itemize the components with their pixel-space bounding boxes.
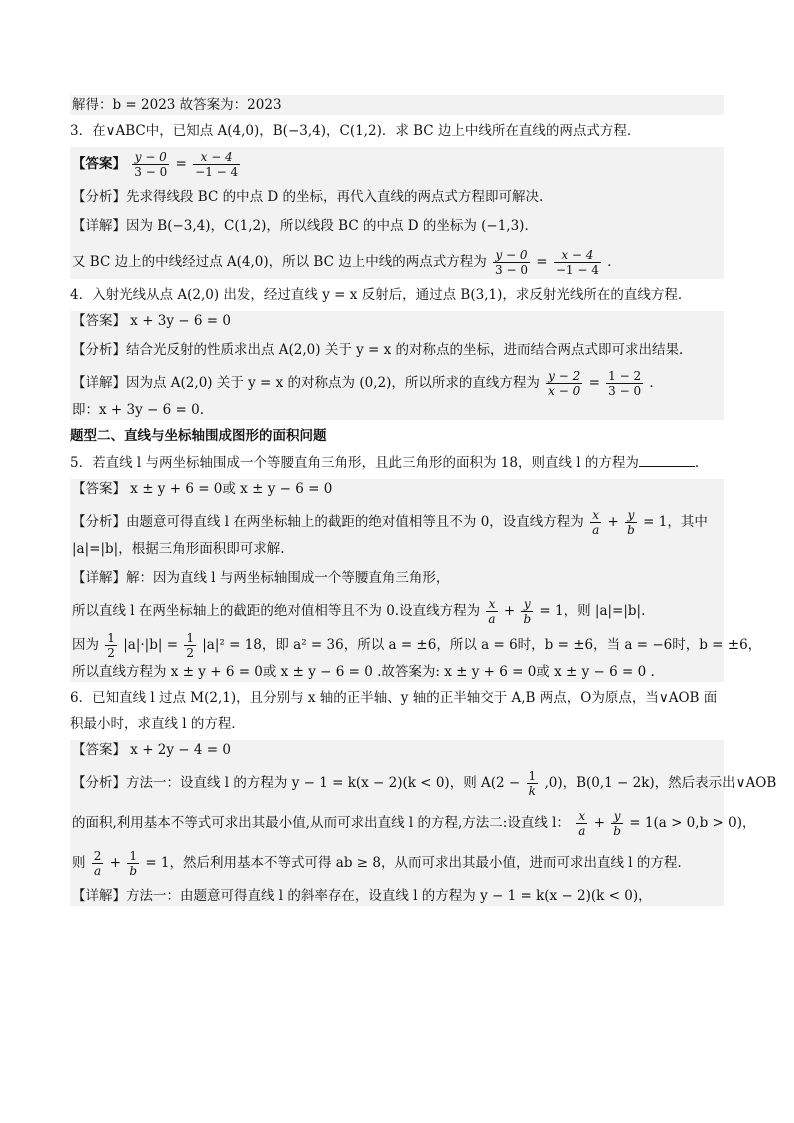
fraction: $\frac{1}{2}$ <box>186 631 194 660</box>
detail-3: 【详解】因为 B(−3,4)，C(1,2)，所以线段 BC 的中点 D 的坐标为 (−1,3)． <box>72 218 538 234</box>
fraction: $\frac{x}{a}$ <box>592 508 600 537</box>
detail-5-result: 所以直线方程为 x ± y + 6 = 0或 x ± y − 6 = 0 .故答案为: x ± y + 6 = 0或 x ± y − 6 = 0 . <box>72 664 655 680</box>
analysis-6: 【分析】方法一：设直线 l 的方程为 y − 1 = k(x − 2)(k < 0)，则 A(2 − $\frac{1}{k}$ ,0)，B(0,1 − 2k)，然后表示出∨AOB <box>72 769 777 798</box>
fraction: $\frac{2}{a}$ <box>93 849 102 878</box>
analysis-6-cont2: 则 $\frac{2}{a}$ + $\frac{1}{b}$ = 1，然后利用基本不等式可得 ab ≥ 8，从而可求出其最小值，进而可求出直线 l 的方程. <box>72 849 682 878</box>
text: 3．在∨ABC中，已知点 A(4,0)，B(−3,4)，C(1,2)．求 BC 边上中线所在直线的两点式方程． <box>70 123 641 139</box>
analysis-4: 【分析】结合光反射的性质求出点 A(2,0) 关于 y = x 的对称点的坐标，进而结合两点式即可求出结果. <box>72 342 684 358</box>
fraction: $\frac{y}{b}$ <box>613 809 621 838</box>
fraction: $\frac{x - 4}{-1 - 4}$ <box>195 150 239 179</box>
answer-blank <box>639 452 695 467</box>
detail-5-cont: 所以直线 l 在两坐标轴上的截距的绝对值相等且不为 0.设直线方程为 $\frac{x}{a}$ + $\frac{y}{b}$ = 1，则 |a|=|b|. <box>72 597 646 626</box>
problem-6: 6．已知直线 l 过点 M(2,1)，且分别与 x 轴的正半轴、y 轴的正半轴交于 A,B 两点，O为原点，当∨AOB 面 <box>70 690 718 706</box>
analysis-5-cont: |a|=|b|，根据三角形面积即可求解. <box>72 541 285 557</box>
detail-6: 【详解】方法一：由题意可得直线 l 的斜率存在，设直线 l 的方程为 y − 1 = k(x − 2)(k < 0)， <box>72 888 652 904</box>
fraction: $\frac{1}{k}$ <box>528 769 537 798</box>
answer-3: 【答案】 $\frac{y - 0}{3 - 0}$ = $\frac{x - 4}{-1 - 4}$ <box>72 150 239 179</box>
fraction: $\frac{y - 2}{x - 0}$ <box>548 369 581 398</box>
problem-4: 4．入射光线从点 A(2,0) 出发，经过直线 y = x 反射后，通过点 B(3,1)，求反射光线所在的直线方程． <box>70 287 692 303</box>
detail-4-cont: 即：x + 3y − 6 = 0. <box>72 402 204 418</box>
detail-4: 【详解】因为点 A(2,0) 关于 y = x 的对称点为 (0,2)，所以所求的直线方程为 $\frac{y - 2}{x - 0}$ = $\frac{1 - 2}{3 - 0}$ ． <box>72 369 663 398</box>
section-heading: 题型二、直线与坐标轴围成图形的面积问题 <box>70 428 327 444</box>
detail-5-calc: 因为 $\frac{1}{2}$ |a|·|b| = $\frac{1}{2}$ |a|² = 18，即 a² = 36，所以 a = ±6，所以 a = 6时，b = ±6，当 a = −6时，b = ±6， <box>72 631 762 660</box>
fraction: $\frac{1 - 2}{3 - 0}$ <box>608 369 642 398</box>
analysis-6-cont: 的面积,利用基本不等式可求出其最小值,从而可求出直线 l 的方程,方法二:设直线 l： $\frac{x}{a}$ + $\frac{y}{b}$ = 1(a > 0,b > 0)， <box>72 809 756 838</box>
text: 解得：b = 2023 故答案为：2023 <box>72 97 282 113</box>
document-page <box>70 95 777 906</box>
answer-4: 【答案】 x + 3y − 6 = 0 <box>72 313 231 329</box>
fraction: $\frac{1}{2}$ <box>107 631 115 660</box>
fraction: $\frac{1}{b}$ <box>129 849 138 878</box>
fraction: $\frac{y}{b}$ <box>627 508 635 537</box>
solution-result-line <box>70 95 724 115</box>
detail-5: 【详解】解：因为直线 l 与两坐标轴围成一个等腰直角三角形， <box>72 570 450 586</box>
problem-6-cont: 积最小时，求直线 l 的方程． <box>70 716 245 732</box>
answer-6: 【答案】 x + 2y − 4 = 0 <box>72 742 231 758</box>
fraction: $\frac{x - 4}{-1 - 4}$ <box>555 248 599 277</box>
analysis-5: 【分析】由题意可得直线 l 在两坐标轴上的截距的绝对值相等且不为 0，设直线方程为 $\frac{x}{a}$ + $\frac{y}{b}$ = 1，其中 <box>72 508 708 537</box>
detail-3-cont: 又 BC 边上的中线经过点 A(4,0)，所以 BC 边上中线的两点式方程为 $\frac{y - 0}{3 - 0}$ = $\frac{x - 4}{-1 - 4}$ ． <box>72 248 621 277</box>
fraction: $\frac{x}{a}$ <box>488 597 496 626</box>
fraction: $\frac{y}{b}$ <box>523 597 532 626</box>
fraction: $\frac{x}{a}$ <box>578 809 586 838</box>
fraction: $\frac{y - 0}{3 - 0}$ <box>495 248 528 277</box>
answer-5: 【答案】 x ± y + 6 = 0或 x ± y − 6 = 0 <box>72 481 333 497</box>
fraction: $\frac{y - 0}{3 - 0}$ <box>134 150 168 179</box>
problem-3 <box>70 121 724 141</box>
analysis-3: 【分析】先求得线段 BC 的中点 D 的坐标，再代入直线的两点式方程即可解决. <box>72 189 544 205</box>
problem-5: 5．若直线 l 与两坐标轴围成一个等腰直角三角形，且此三角形的面积为 18，则直线 l 的方程为 . <box>70 452 724 473</box>
answer-label: 【答案】 <box>72 156 126 172</box>
